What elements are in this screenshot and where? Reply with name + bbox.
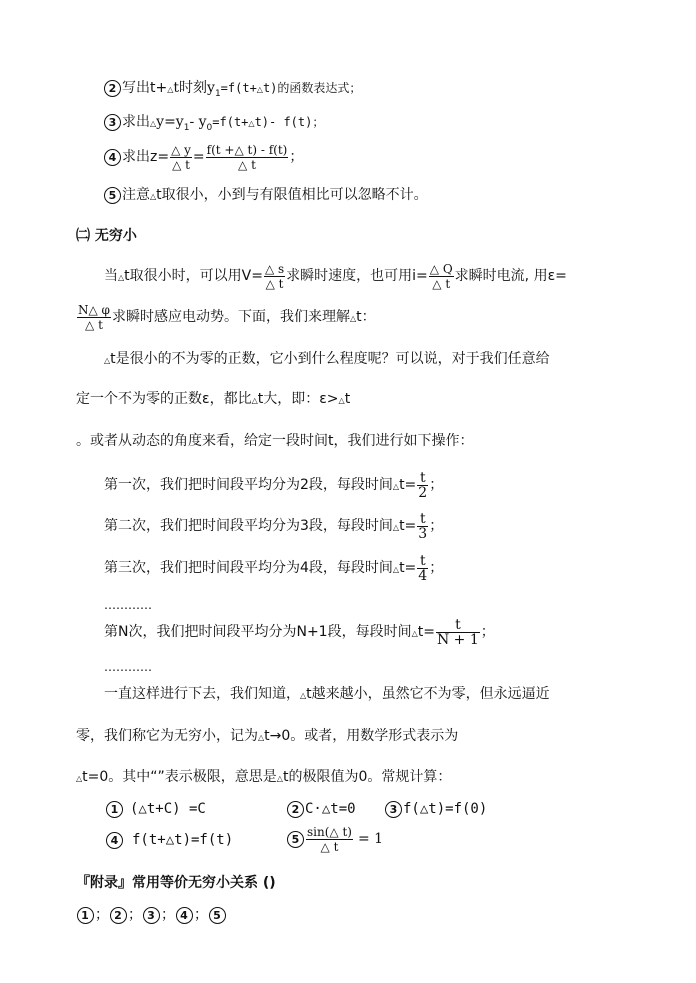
- operation-1: 第一次，我们把时间段平均分为2段，每段时间△t= $\frac{t}{2}$ ；: [104, 469, 444, 501]
- fraction-dq-dt: $\frac{\triangle Q}{\triangle t}$: [429, 261, 453, 291]
- ellipsis-1: …………: [104, 598, 152, 612]
- fraction-t-over-n-plus-1: $\frac{t}{N + 1}$: [436, 616, 479, 648]
- fraction-difference-quotient: $\frac{f(t +\triangle t) - f(t)}{\triangle t}$: [206, 142, 288, 172]
- fraction-dy-dt: $\frac{\triangle y}{\triangle t}$: [171, 142, 191, 172]
- operation-2: 第二次，我们把时间段平均分为3段，每段时间△t= $\frac{t}{3}$ ；: [104, 510, 444, 542]
- paragraph-2: $\frac{N\triangle \varphi}{\triangle t}$ 求瞬时感应电动势。下面，我们来理解△t：: [78, 302, 376, 332]
- circled-number: 1: [77, 907, 94, 924]
- fraction-ds-dt: $\frac{\triangle s}{\triangle t}$: [264, 261, 285, 291]
- section-title: ㈡ 无穷小: [76, 228, 137, 244]
- fraction-t-over-3: $\frac{t}{3}$: [418, 510, 428, 542]
- paragraph-6: 一直这样进行下去，我们知道，△t越来越小，虽然它不为零，但永远逼近: [104, 686, 550, 702]
- circled-number: 3: [143, 907, 160, 924]
- fraction-t-over-2: $\frac{t}{2}$: [418, 469, 428, 501]
- circled-number: 3: [385, 801, 402, 818]
- circled-number: 4: [176, 907, 193, 924]
- appendix-items: 1 ； 2 ； 3 ； 4 ； 5: [77, 906, 227, 924]
- circled-number: 3: [104, 114, 121, 131]
- circled-number: 4: [106, 832, 123, 849]
- circled-number: 5: [104, 187, 121, 204]
- operation-3: 第三次，我们把时间段平均分为4段，每段时间△t= $\frac{t}{4}$ ；: [104, 552, 444, 584]
- appendix-title: 『附录』常用等价无穷小关系 (): [76, 875, 276, 891]
- paragraph-5: 。或者从动态的角度来看，给定一段时间t，我们进行如下操作：: [76, 433, 474, 449]
- step-5: 5 注意△t取很小，小到与有限值相比可以忽略不计。: [104, 186, 428, 206]
- fraction-t-over-4: $\frac{t}{4}$: [418, 552, 428, 584]
- operation-n: 第N次，我们把时间段平均分为N+1段，每段时间△t= $\frac{t}{N + 1}$ ；: [104, 616, 495, 648]
- circled-number: 5: [209, 907, 226, 924]
- ellipsis-2: …………: [104, 660, 152, 674]
- step-4: 4 求出z= $\frac{\triangle y}{\triangle t}$ = $\frac{f(t +\triangle t) - f(t)}{\triangle t}$ ；: [104, 139, 303, 175]
- circled-number: 5: [287, 831, 304, 848]
- paragraph-4: 定一个不为零的正数ε，都比△t大，即：ε>△t: [76, 391, 351, 407]
- rule-2: 2 C·△t=0: [287, 800, 356, 818]
- circled-number: 2: [287, 801, 304, 818]
- rule-3: 3 f(△t)=f(0): [385, 800, 487, 818]
- paragraph-8: △t=0。其中“”表示极限，意思是△t的极限值为0。常规计算：: [76, 769, 452, 785]
- paragraph-3: △t是很小的不为零的正数，它小到什么程度呢？可以说，对于我们任意给: [104, 351, 550, 367]
- rule-5: 5 $\frac{\sin(\triangle t)}{\triangle t}$ = 1: [287, 821, 383, 857]
- rule-4: 4 f(t+△t)=f(t): [106, 831, 233, 849]
- circled-number: 2: [104, 80, 121, 97]
- step-2: 2 写出t+△t时刻$y_1=f(t+\triangle t)$的函数表达式；: [104, 79, 361, 103]
- paragraph-1: 当△t取很小时，可以用V= $\frac{\triangle s}{\triangle t}$ 求瞬时速度，也可用i= $\frac{\triangle Q}{\triangle t}$ 求瞬时电流, 用ε=: [104, 261, 567, 291]
- circled-number: 1: [106, 801, 123, 818]
- circled-number: 2: [110, 907, 127, 924]
- rule-1: 1 (△t+C) =C: [106, 800, 206, 818]
- step-3: 3 求出$\triangle y=y_1-$ $y_0=f(t+\triangle t)-$ f(t)；: [104, 113, 324, 137]
- fraction-dphi-dt: $\frac{N\triangle \varphi}{\triangle t}$: [78, 302, 110, 332]
- fraction-sin-dt-over-dt: $\frac{\sin(\triangle t)}{\triangle t}$: [307, 824, 352, 854]
- paragraph-7: 零，我们称它为无穷小，记为△t→0。或者，用数学形式表示为: [76, 728, 459, 744]
- circled-number: 4: [104, 149, 121, 166]
